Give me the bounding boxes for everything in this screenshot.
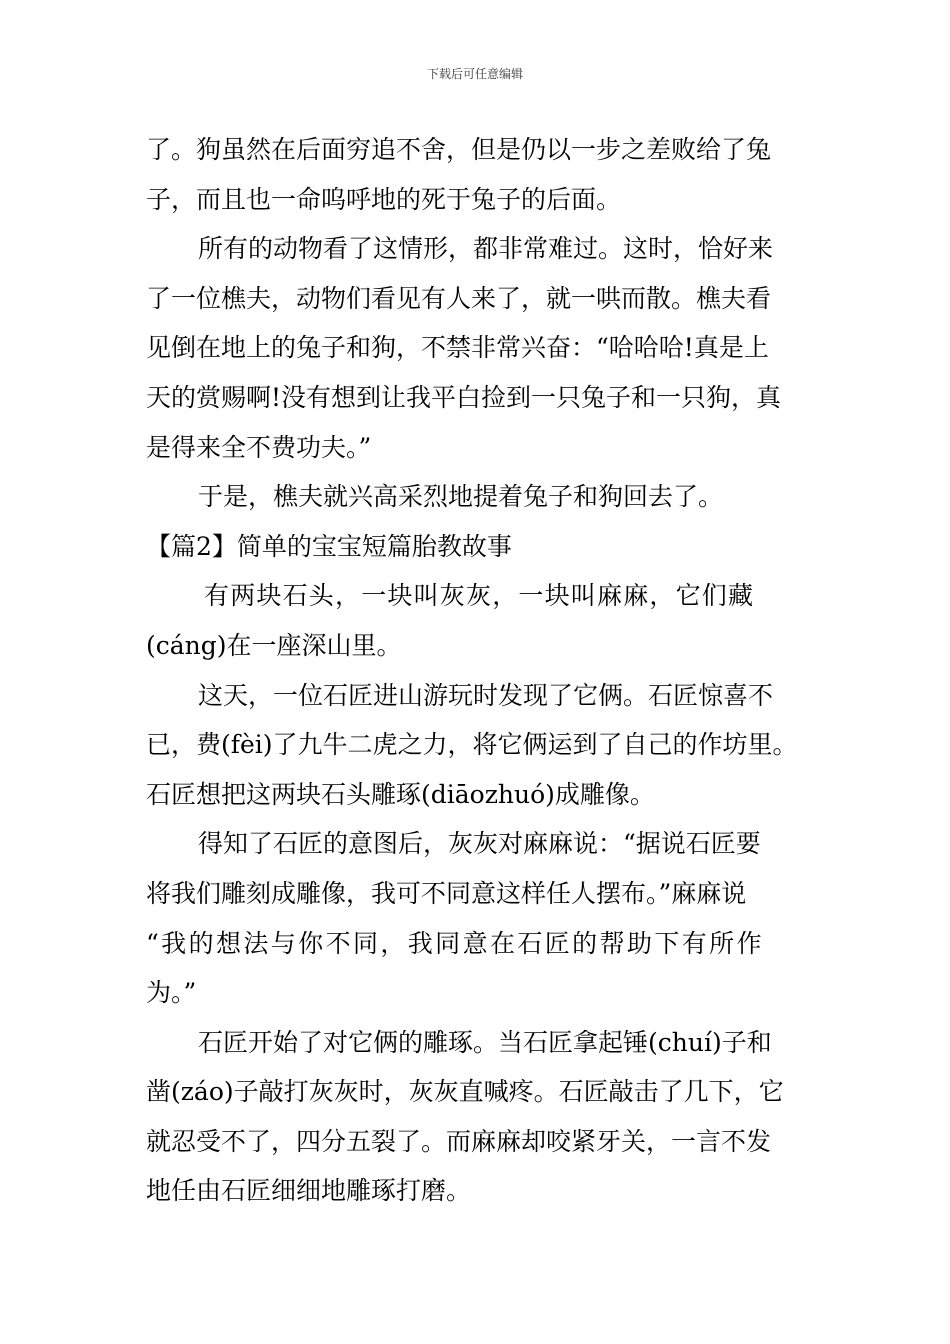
paragraph-line: 所有的动物看了这情形，都非常难过。这时，恰好来 [198,234,774,264]
paragraph-line: 得知了石匠的意图后，灰灰对麻麻说：“据说石匠要 [198,829,761,859]
paragraph-line: 子，而且也一命呜呼地的死于兔子的后面。 [146,184,622,214]
paragraph-line: 见倒在地上的兔子和狗，不禁非常兴奋：“哈哈哈!真是上 [146,333,769,363]
paragraph-line: 石匠想把这两块石头雕琢(diāozhuó)成雕像。 [146,779,655,809]
paragraph-line: 了。狗虽然在后面穷追不舍，但是仍以一步之差败给了兔 [146,135,772,164]
paragraph-line: 天的赏赐啊!没有想到让我平白捡到一只兔子和一只狗，真 [146,382,782,412]
paragraph-line: 为。” [146,978,197,1008]
paragraph-line: 有两块石头，一块叫灰灰，一块叫麻麻，它们藏 [204,581,755,611]
paragraph-line: 这天，一位石匠进山游玩时发现了它俩。石匠惊喜不 [198,680,774,710]
paragraph-line: 已，费(fèi)了九牛二虎之力，将它俩运到了自己的作坊里。 [146,730,798,760]
paragraph-line: 于是，樵夫就兴高采烈地提着兔子和狗回去了。 [198,482,724,512]
page-header: 下载后可任意编辑 [426,67,523,81]
paragraph-line: 将我们雕刻成雕像，我可不同意这样任人摆布。”麻麻说 [146,878,747,908]
paragraph-line: 石匠开始了对它俩的雕琢。当石匠拿起锤(chuí)子和 [198,1027,772,1057]
document-body [146,125,826,1216]
paragraph-line: 凿(záo)子敲打灰灰时，灰灰直喊疼。石匠敲击了几下，它 [146,1077,784,1107]
paragraph-line: 了一位樵夫，动物们看见有人来了，就一哄而散。樵夫看 [146,283,772,313]
paragraph-line: 地任由石匠细细地雕琢打磨。 [146,1176,472,1206]
paragraph-line: (cáng)在一座深山里。 [146,630,402,660]
paragraph-line: 是得来全不费功夫。” [146,432,372,462]
section-heading: 【篇2】简单的宝宝短篇胎教故事 [146,531,512,561]
paragraph-line: 就忍受不了，四分五裂了。而麻麻却咬紧牙关，一言不发 [146,1126,772,1156]
paragraph-line: “我的想法与你不同，我同意在石匠的帮助下有所作 [146,928,764,958]
